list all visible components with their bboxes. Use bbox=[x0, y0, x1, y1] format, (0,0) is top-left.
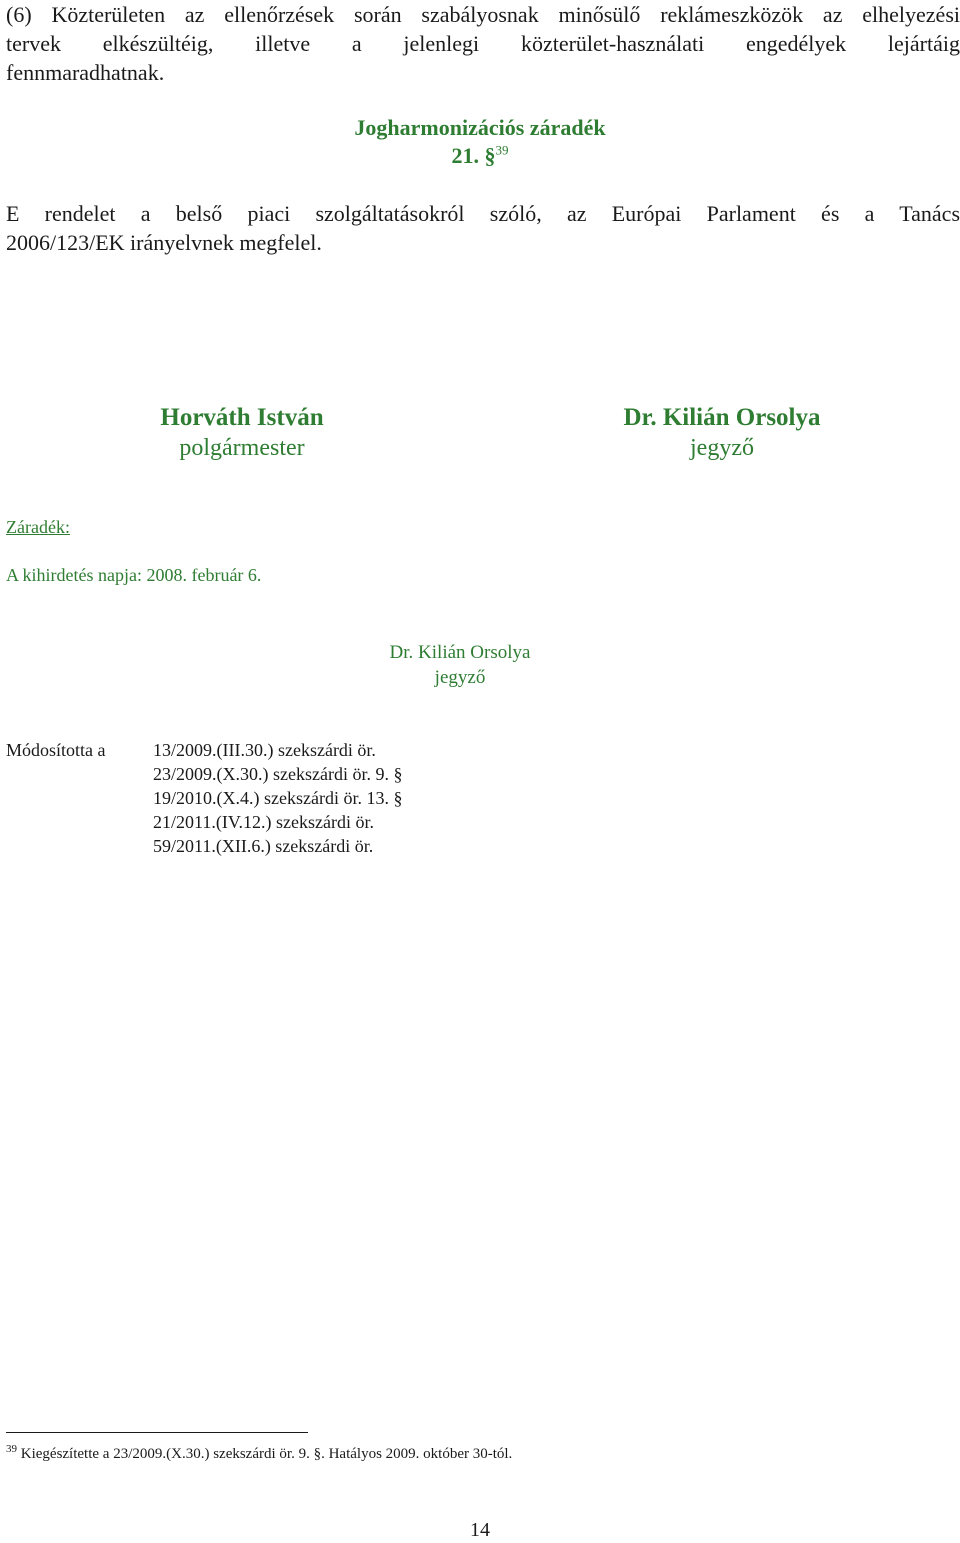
footnote-number: 39 bbox=[6, 1443, 17, 1455]
amendment-item: 59/2011.(XII.6.) szekszárdi ör. bbox=[153, 836, 374, 856]
paragraph-6-line-1: (6) Közterületen az ellenőrzések során szabályosnak minősülő reklámeszközök az elhelyezési bbox=[6, 2, 960, 27]
section-heading bbox=[0, 141, 960, 170]
section-number: 21. bbox=[451, 143, 479, 168]
jogharmonizacio-text-line-1: E rendelet a belső piaci szolgáltatásokról szóló, az Európai Parlament és a Tanács bbox=[6, 201, 960, 226]
amendment-item: 19/2010.(X.4.) szekszárdi ör. 13. § bbox=[153, 788, 403, 808]
amendments-list bbox=[153, 738, 402, 858]
amendments-label: Módosította a bbox=[6, 740, 106, 760]
footnote bbox=[6, 1444, 512, 1464]
amendment-item: 21/2011.(IV.12.) szekszárdi ör. bbox=[153, 812, 374, 832]
jogharmonizacio-heading: Jogharmonizációs záradék bbox=[354, 115, 606, 140]
paragraph-6-line-2: tervek elkészültéig, illetve a jelenlegi közterület-használati engedélyek lejártáig bbox=[6, 31, 960, 56]
mayor-name: Horváth István bbox=[160, 404, 324, 431]
signature-right bbox=[572, 403, 872, 463]
notary-title: jegyző bbox=[690, 435, 754, 461]
paragraph-6-line-3: fennmaradhatnak. bbox=[6, 60, 165, 85]
section-symbol: § bbox=[484, 143, 496, 168]
zaradek-label: Záradék: bbox=[6, 517, 70, 537]
footnote-ref-link[interactable]: 39 bbox=[495, 142, 509, 158]
footnote-text: Kiegészítette a 23/2009.(X.30.) szekszárdi ör. 9. §. Hatályos 2009. október 30-tól. bbox=[20, 1446, 513, 1462]
promulgation-date: A kihirdetés napja: 2008. február 6. bbox=[6, 565, 262, 585]
notary-name: Dr. Kilián Orsolya bbox=[623, 404, 821, 431]
page-number: 14 bbox=[470, 1519, 490, 1541]
amendment-item: 13/2009.(III.30.) szekszárdi ör. bbox=[153, 740, 376, 760]
mayor-title: polgármester bbox=[179, 435, 305, 461]
amendment-item: 23/2009.(X.30.) szekszárdi ör. 9. § bbox=[153, 764, 403, 784]
jogharmonizacio-text bbox=[6, 199, 960, 257]
footnote-separator bbox=[6, 1432, 308, 1433]
paragraph-6 bbox=[6, 0, 960, 87]
zaradek-signer-title: jegyző bbox=[434, 667, 486, 688]
zaradek-signer-name: Dr. Kilián Orsolya bbox=[389, 642, 531, 663]
signature-left bbox=[92, 403, 392, 463]
jogharmonizacio-text-line-2: 2006/123/EK irányelvnek megfelel. bbox=[6, 230, 322, 255]
